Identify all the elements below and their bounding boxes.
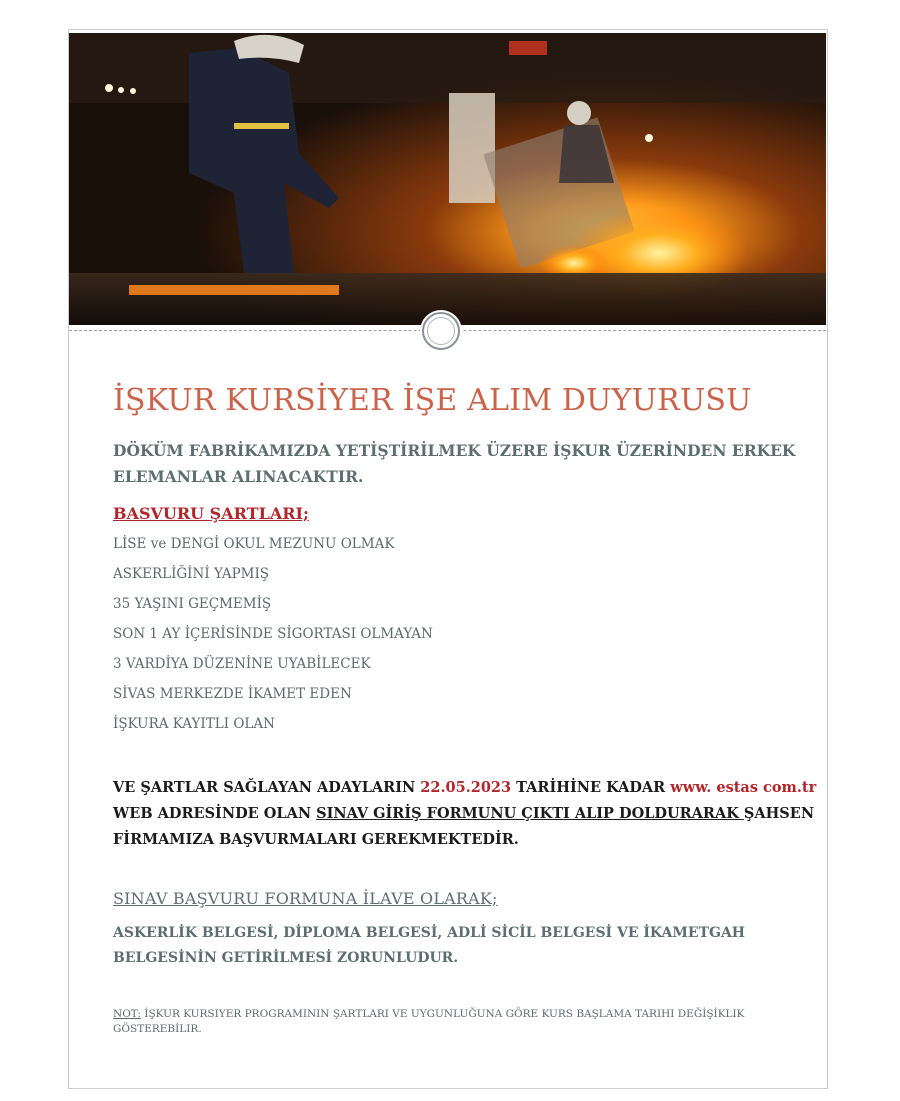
divider-circle-icon xyxy=(420,310,462,352)
note-text: İŞKUR KURSIYER PROGRAMININ ŞARTLARI VE UYGUNLUĞUNA GÖRE KURS BAŞLAMA TARIHI DEĞİŞİKLIK GÖSTEREBİLIR. xyxy=(113,1008,745,1035)
subtitle: DÖKÜM FABRİKAMIZDA YETİŞTİRİLMEK ÜZERE İŞKUR ÜZERİNDEN ERKEK ELEMANLAR ALINACAKTIR. xyxy=(113,441,796,486)
requirement-item: LİSE ve DENGİ OKUL MEZUNU OLMAK xyxy=(113,536,395,552)
requirement-item: SİVAS MERKEZDE İKAMET EDEN xyxy=(113,686,352,702)
requirement-item: 35 YAŞINI GEÇMEMİŞ xyxy=(113,596,272,612)
requirement-item: SON 1 AY İÇERİSİNDE SİGORTASI OLMAYAN xyxy=(113,626,433,642)
footnote xyxy=(113,1007,823,1037)
website-link[interactable]: www. estas com.tr xyxy=(670,779,817,796)
required-documents: ASKERLİK BELGESİ, DİPLOMA BELGESİ, ADLİ SİCİL BELGESİ VE İKAMETGAH BELGESİNİN GETİRİLMESİ ZORUNLUDUR. xyxy=(113,925,746,966)
additional-heading: SINAV BAŞVURU FORMUNA İLAVE OLARAK; xyxy=(113,889,498,908)
notice-text: TARİHİNE KADAR xyxy=(511,779,671,796)
deadline-date: 22.05.2023 xyxy=(420,779,512,796)
notice-text: VE ŞARTLAR SAĞLAYAN ADAYLARIN xyxy=(113,779,421,796)
requirement-item: ASKERLİĞİNİ YAPMIŞ xyxy=(113,566,270,582)
application-notice xyxy=(113,775,833,853)
exam-form-link: SINAV GİRİŞ FORMUNU ÇIKTI ALIP DOLDURARAK xyxy=(316,805,744,822)
requirements-list xyxy=(113,534,433,744)
page-title: İŞKUR KURSİYER İŞE ALIM DUYURUSU xyxy=(113,383,752,418)
requirements-heading: BASVURU ŞARTLARI; xyxy=(113,504,309,523)
note-label: NOT: xyxy=(113,1008,141,1020)
requirement-item: 3 VARDİYA DÜZENİNE UYABİLECEK xyxy=(113,656,371,672)
foundry-hero-image xyxy=(69,33,826,325)
foundry-pouring-photo-icon xyxy=(69,33,826,325)
requirement-item: İŞKURA KAYITLI OLAN xyxy=(113,716,275,732)
notice-text: ŞAHSEN FİRMAMIZA BAŞVURMALARI GEREKMEKTEDİR. xyxy=(113,805,815,848)
notice-text: WEB ADRESİNDE OLAN xyxy=(113,805,317,822)
